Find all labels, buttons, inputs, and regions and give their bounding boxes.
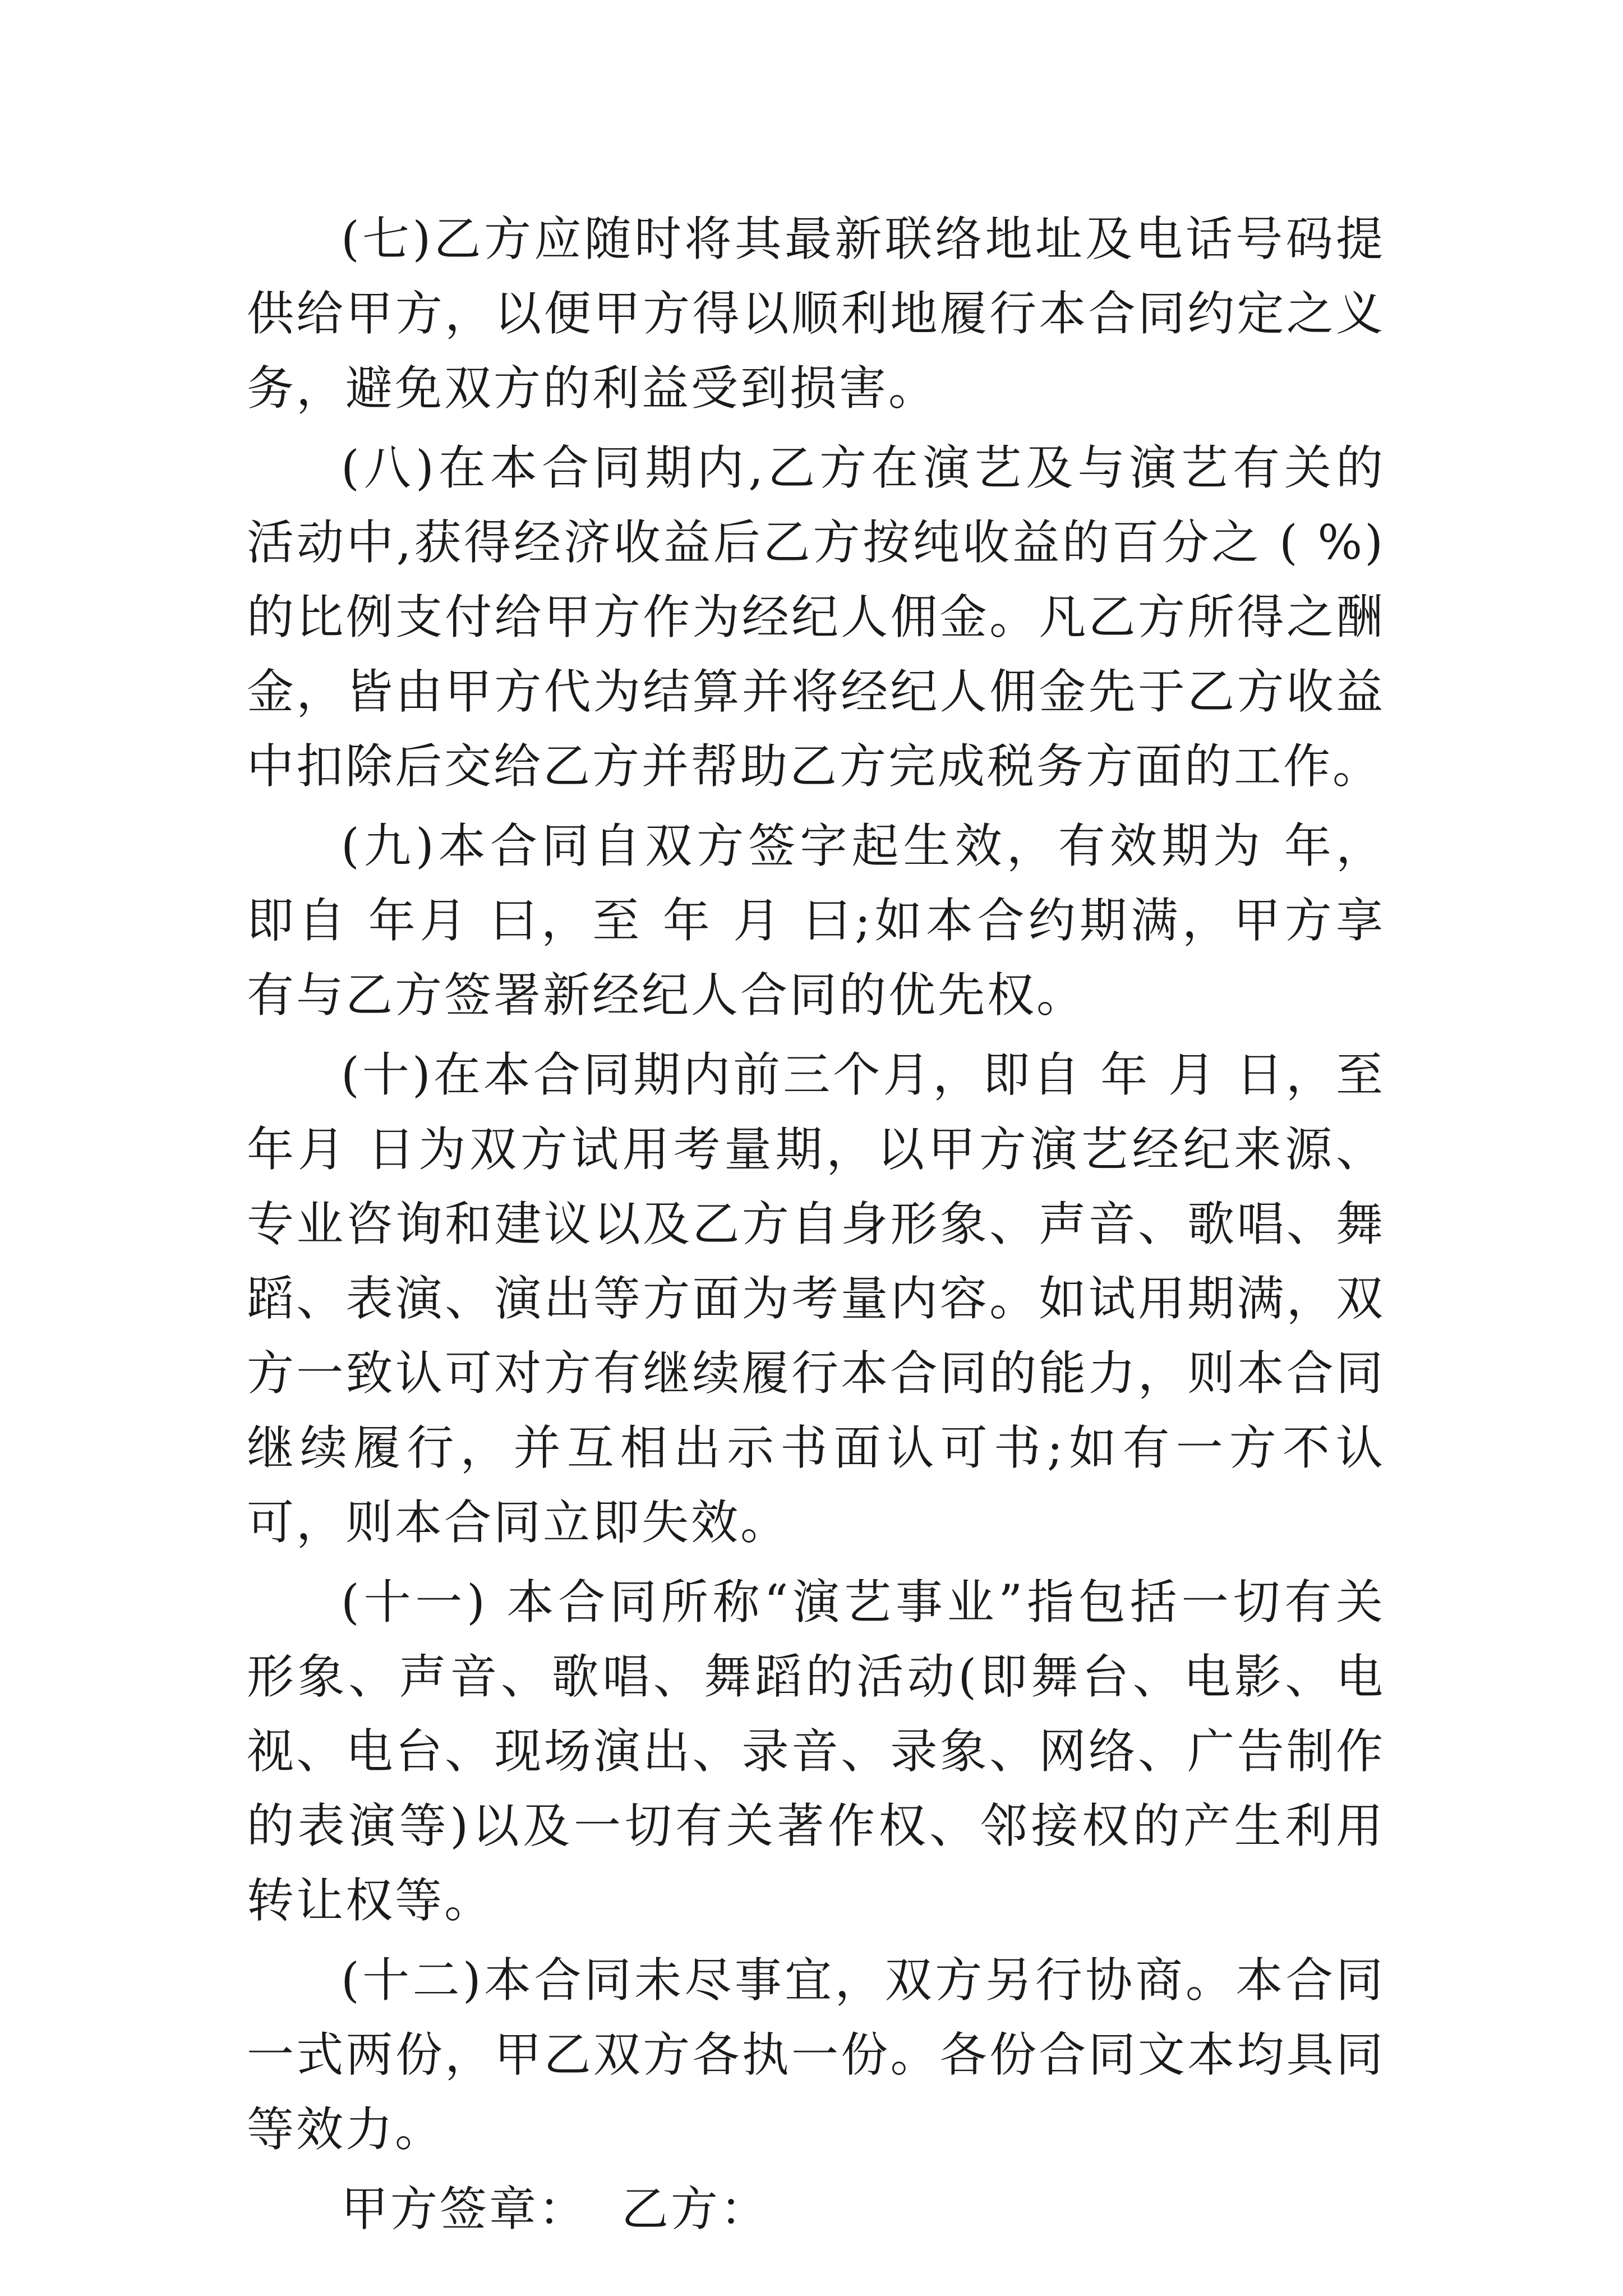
- signature-line: [247, 2172, 1385, 2247]
- party-a-signature-label: 甲方签章：: [341, 2182, 588, 2237]
- contract-body: [247, 202, 1385, 2247]
- clause-7: (七)乙方应随时将其最新联络地址及电话号码提供给甲方，以便甲方得以顺利地履行本合同约定之义务，避免双方的利益受到损害。: [247, 211, 1385, 416]
- clause-11: (十一) 本合同所称“演艺事业”指包括一切有关形象、声音、歌唱、舞蹈的活动(即舞台、电影、电视、电台、现场演出、录音、录象、网络、广告制作的表演等)以及一切有关著作权、邻接权的产生利用转让权等。: [247, 1575, 1385, 1928]
- clause-9: (九)本合同自双方签字起生效，有效期为 年，即自 年月 曰，至 年 月 曰;如本合约期满，甲方享有与乙方签署新经纪人合同的优先权。: [247, 818, 1385, 1023]
- clause-8: (八)在本合同期内,乙方在演艺及与演艺有关的活动中,获得经济收益后乙方按纯收益的百分之 ( %)的比例支付给甲方作为经纪人佣金。凡乙方所得之酬金，皆由甲方代为结算并将经纪人佣金先于乙方收益中扣除后交给乙方并帮助乙方完成税务方面的工作。: [247, 440, 1385, 794]
- clause-10: (十)在本合同期内前三个月，即自 年 月 日，至 年月 日为双方试用考量期，以甲方演艺经纪来源、专业咨询和建议以及乙方自身形象、声音、歌唱、舞蹈、表演、演出等方面为考量内容。如试用期满，双方一致认可对方有继续履行本合同的能力，则本合同继续履行，并互相出示书面认可书;如有一方不认可，则本合同立即失效。: [247, 1047, 1385, 1550]
- clause-12: (十二)本合同未尽事宜，双方另行协商。本合同一式两份，甲乙双方各执一份。各份合同文本均具同等效力。: [247, 1953, 1385, 2157]
- party-b-signature-label: 乙方：: [621, 2182, 770, 2237]
